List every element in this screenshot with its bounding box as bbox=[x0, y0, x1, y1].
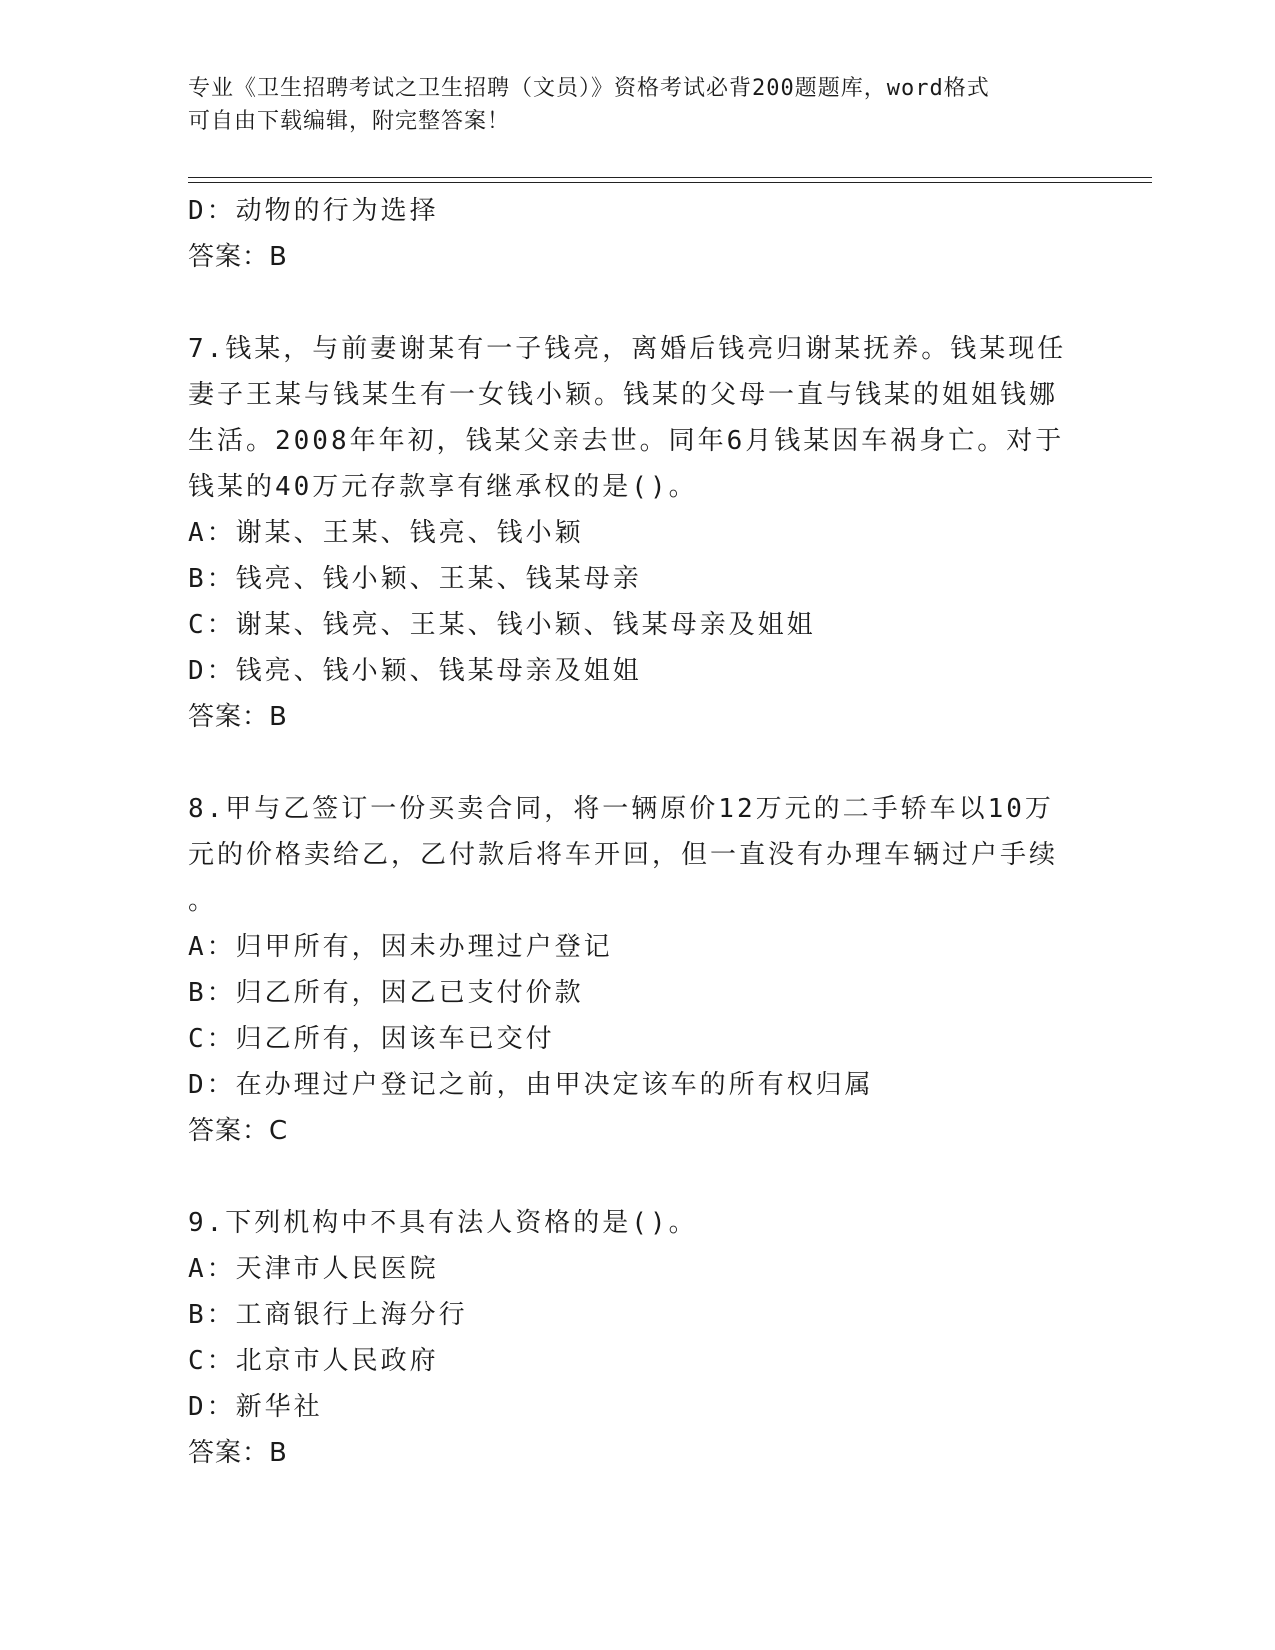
option-d: D：在办理过户登记之前，由甲决定该车的所有权归属 bbox=[188, 1070, 874, 1100]
option-d: D：新华社 bbox=[188, 1392, 323, 1422]
stem-line: 9.下列机构中不具有法人资格的是()。 bbox=[188, 1208, 698, 1238]
header-line-1: 专业《卫生招聘考试之卫生招聘（文员）》资格考试必背200题题库，word格式 bbox=[188, 76, 990, 101]
option-d: D：动物的行为选择 bbox=[188, 196, 439, 226]
option-a: A：谢某、王某、钱亮、钱小颖 bbox=[188, 518, 584, 548]
document-header bbox=[188, 72, 1088, 138]
option-d: D：钱亮、钱小颖、钱某母亲及姐姐 bbox=[188, 656, 642, 686]
option-c: C：北京市人民政府 bbox=[188, 1346, 439, 1376]
option-a: A：归甲所有，因未办理过户登记 bbox=[188, 932, 613, 962]
question-9 bbox=[188, 1200, 1068, 1476]
question-stem bbox=[188, 326, 1068, 510]
option-b: B：钱亮、钱小颖、王某、钱某母亲 bbox=[188, 564, 642, 594]
header-line-2: 可自由下载编辑，附完整答案！ bbox=[188, 109, 511, 134]
previous-question-tail bbox=[188, 188, 1068, 280]
question-stem bbox=[188, 1200, 1068, 1246]
stem-line: 妻子王某与钱某生有一女钱小颖。钱某的父母一直与钱某的姐姐钱娜 bbox=[188, 380, 1059, 410]
option-b: B：工商银行上海分行 bbox=[188, 1300, 468, 1330]
stem-line: 生活。2008年年初，钱某父亲去世。同年6月钱某因车祸身亡。对于 bbox=[188, 426, 1065, 456]
stem-line: 元的价格卖给乙，乙付款后将车开回，但一直没有办理车辆过户手续 bbox=[188, 840, 1059, 870]
question-stem bbox=[188, 786, 1068, 924]
header-rule-bottom bbox=[188, 182, 1152, 183]
option-a: A：天津市人民医院 bbox=[188, 1254, 439, 1284]
stem-line: 。 bbox=[188, 886, 218, 916]
option-c: C：谢某、钱亮、王某、钱小颖、钱某母亲及姐姐 bbox=[188, 610, 816, 640]
option-b: B：归乙所有，因乙已支付价款 bbox=[188, 978, 584, 1008]
answer-line: 答案：B bbox=[188, 1438, 288, 1468]
header-rule-top bbox=[188, 177, 1152, 178]
answer-line: 答案：C bbox=[188, 1116, 289, 1146]
stem-line: 7.钱某，与前妻谢某有一子钱亮，离婚后钱亮归谢某抚养。钱某现任 bbox=[188, 334, 1067, 364]
question-7 bbox=[188, 326, 1068, 740]
stem-line: 钱某的40万元存款享有继承权的是()。 bbox=[188, 472, 698, 502]
stem-line: 8.甲与乙签订一份买卖合同，将一辆原价12万元的二手轿车以10万 bbox=[188, 794, 1054, 824]
answer-line: 答案：B bbox=[188, 702, 288, 732]
document-body bbox=[188, 188, 1068, 1476]
question-8 bbox=[188, 786, 1068, 1154]
answer-line: 答案：B bbox=[188, 242, 288, 272]
option-c: C：归乙所有，因该车已交付 bbox=[188, 1024, 555, 1054]
